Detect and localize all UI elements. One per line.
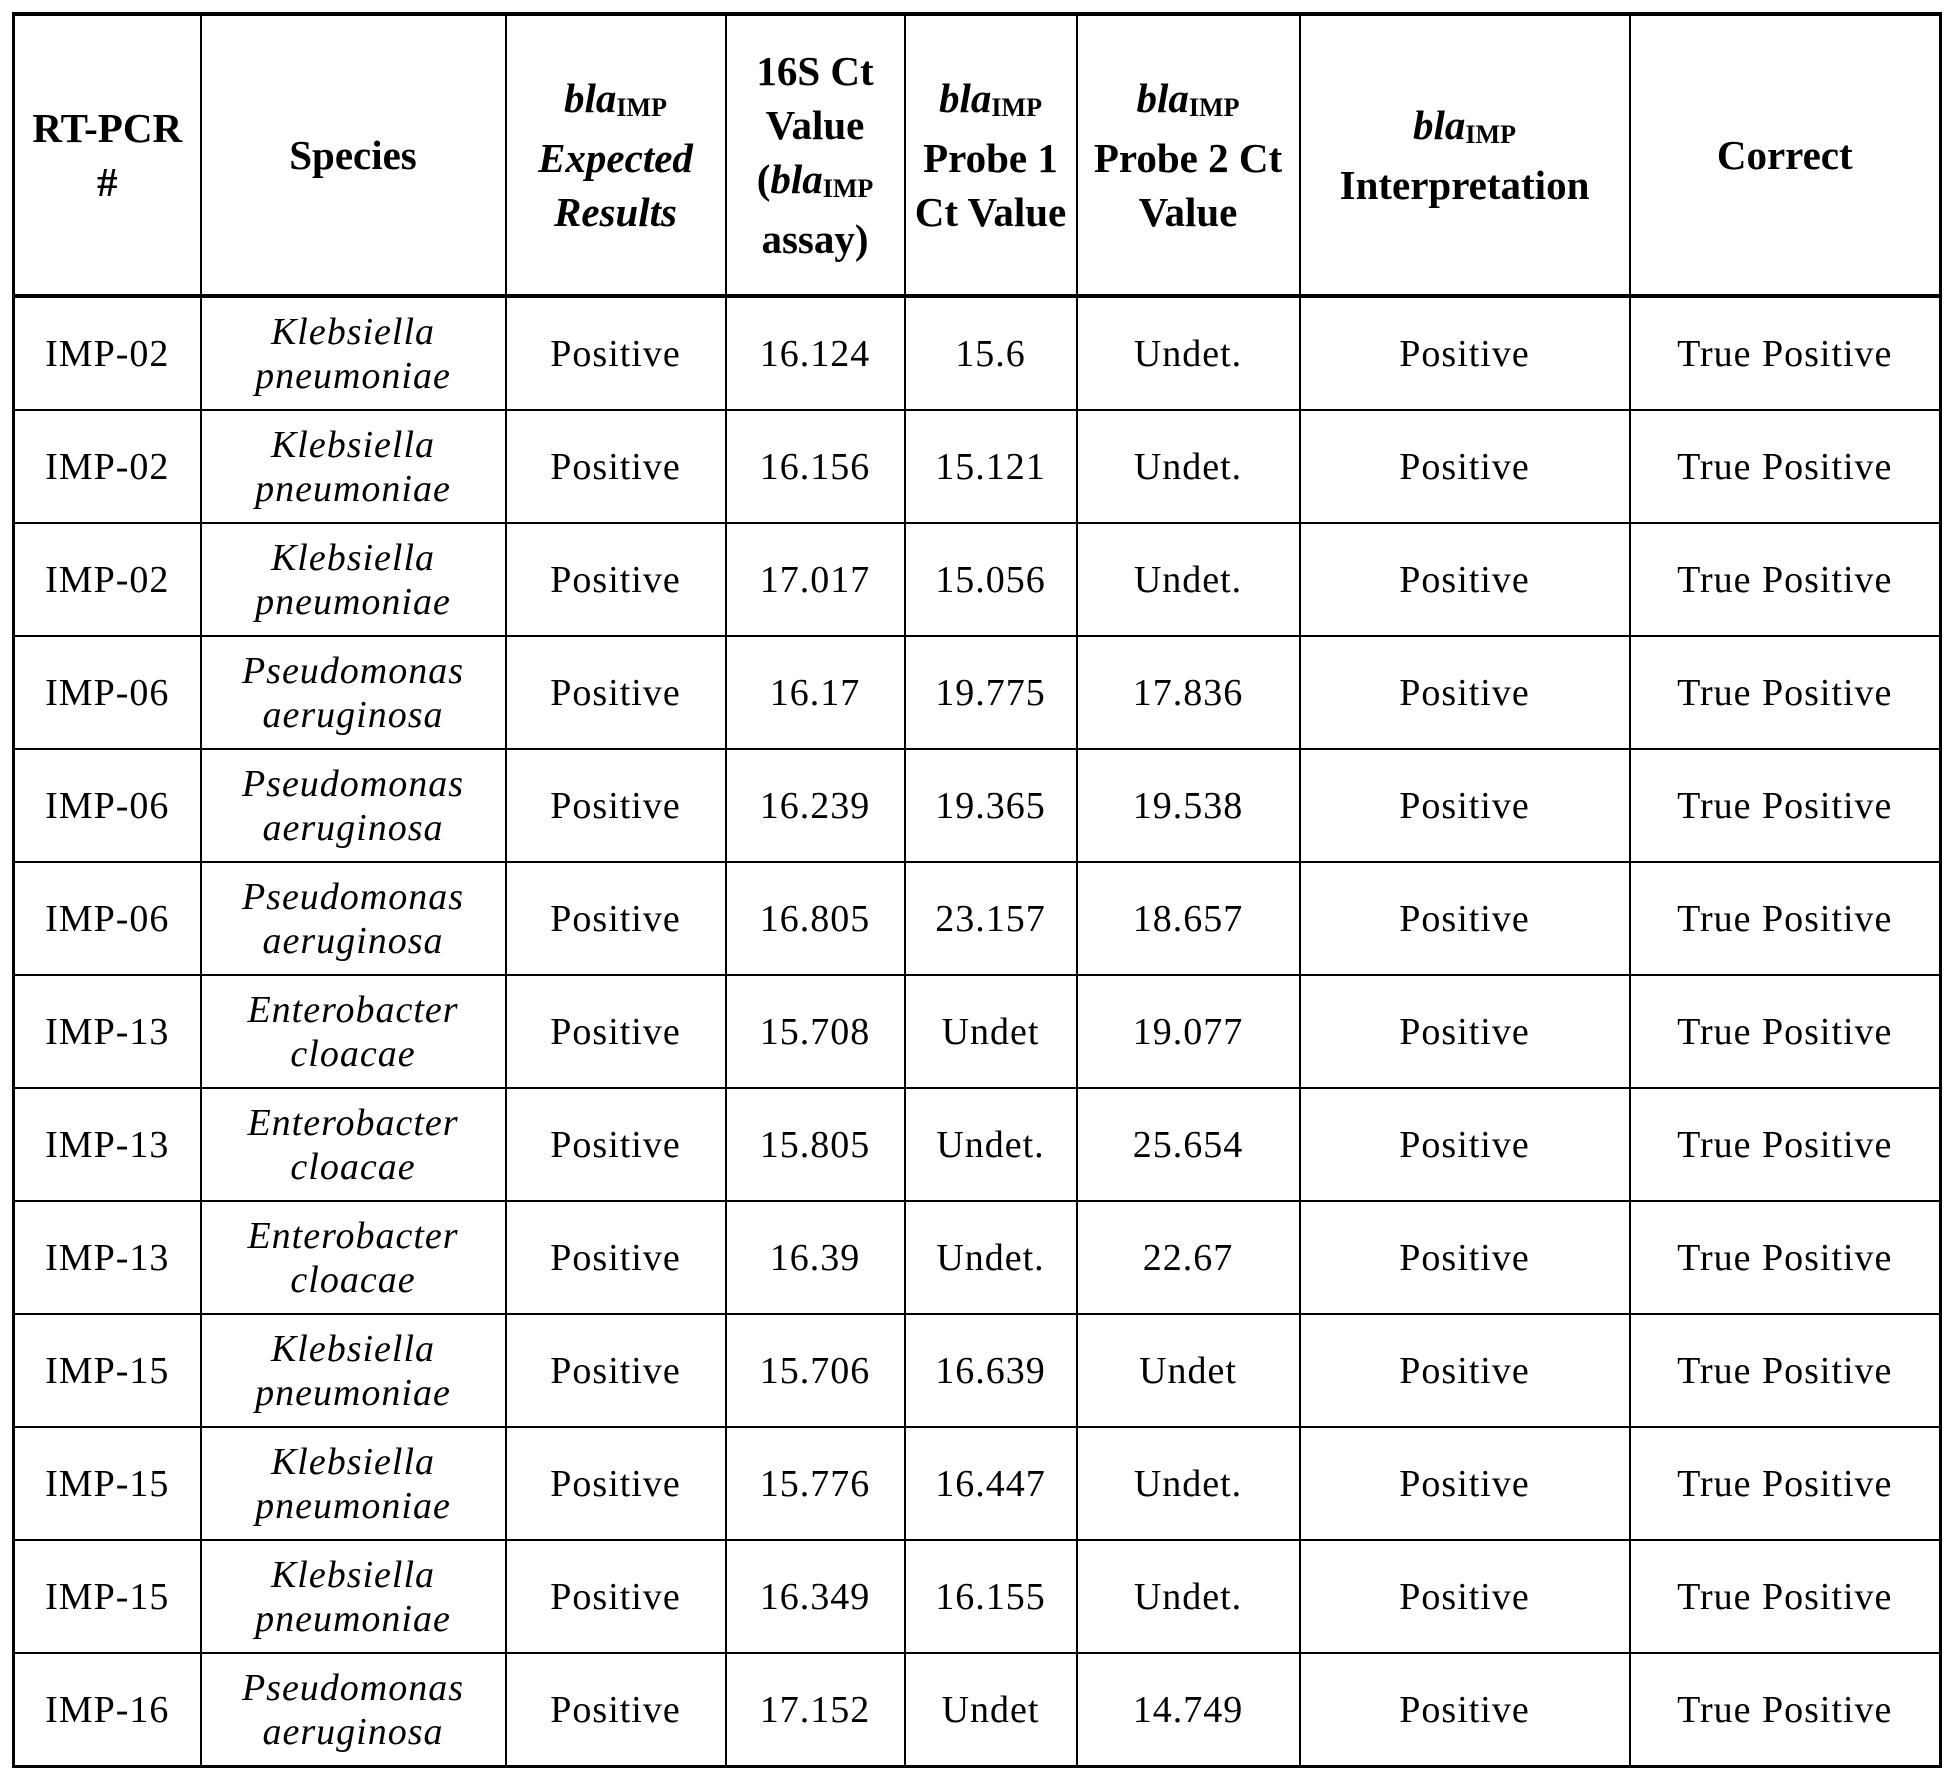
cell-species bbox=[201, 1427, 506, 1540]
table-row bbox=[14, 1540, 1941, 1653]
table-row bbox=[14, 1314, 1941, 1427]
cell-species bbox=[201, 975, 506, 1088]
cell-expected: Positive bbox=[506, 523, 726, 636]
cell-interpretation: Positive bbox=[1300, 523, 1630, 636]
header-expected-results: blaIMP Expected Results bbox=[506, 14, 726, 296]
cell-species bbox=[201, 636, 506, 749]
cell-correct: True Positive bbox=[1630, 636, 1941, 749]
cell-probe2-ct: Undet. bbox=[1077, 1427, 1300, 1540]
table-row bbox=[14, 1201, 1941, 1314]
cell-interpretation: Positive bbox=[1300, 862, 1630, 975]
header-16s-ct-value: 16S Ct Value (blaIMP assay) bbox=[726, 14, 905, 296]
species-epithet: aeruginosa bbox=[263, 694, 444, 736]
cell-expected: Positive bbox=[506, 1427, 726, 1540]
cell-rt-pcr: IMP-06 bbox=[14, 862, 201, 975]
cell-16s-ct: 17.152 bbox=[726, 1653, 905, 1767]
species-epithet: pneumoniae bbox=[255, 468, 451, 510]
cell-interpretation: Positive bbox=[1300, 1088, 1630, 1201]
table-row bbox=[14, 410, 1941, 523]
cell-16s-ct: 16.349 bbox=[726, 1540, 905, 1653]
cell-interpretation: Positive bbox=[1300, 296, 1630, 410]
cell-interpretation: Positive bbox=[1300, 1540, 1630, 1653]
genus: Klebsiella bbox=[271, 1554, 435, 1596]
cell-probe1-ct: 15.056 bbox=[905, 523, 1077, 636]
cell-expected: Positive bbox=[506, 1201, 726, 1314]
cell-probe2-ct: 25.654 bbox=[1077, 1088, 1300, 1201]
cell-probe2-ct: 22.67 bbox=[1077, 1201, 1300, 1314]
cell-probe1-ct: Undet. bbox=[905, 1201, 1077, 1314]
cell-probe1-ct: Undet bbox=[905, 975, 1077, 1088]
cell-interpretation: Positive bbox=[1300, 975, 1630, 1088]
genus: Enterobacter bbox=[247, 1215, 458, 1257]
cell-species bbox=[201, 523, 506, 636]
cell-expected: Positive bbox=[506, 636, 726, 749]
cell-rt-pcr: IMP-15 bbox=[14, 1540, 201, 1653]
genus: Pseudomonas bbox=[242, 876, 464, 918]
table-row bbox=[14, 523, 1941, 636]
cell-rt-pcr: IMP-13 bbox=[14, 975, 201, 1088]
cell-16s-ct: 16.239 bbox=[726, 749, 905, 862]
cell-rt-pcr: IMP-02 bbox=[14, 296, 201, 410]
cell-correct: True Positive bbox=[1630, 1314, 1941, 1427]
cell-16s-ct: 16.17 bbox=[726, 636, 905, 749]
genus: Klebsiella bbox=[271, 1328, 435, 1370]
cell-expected: Positive bbox=[506, 1653, 726, 1767]
species-epithet: cloacae bbox=[290, 1033, 415, 1075]
species-epithet: aeruginosa bbox=[263, 920, 444, 962]
cell-correct: True Positive bbox=[1630, 296, 1941, 410]
cell-correct: True Positive bbox=[1630, 523, 1941, 636]
cell-expected: Positive bbox=[506, 749, 726, 862]
cell-expected: Positive bbox=[506, 410, 726, 523]
cell-correct: True Positive bbox=[1630, 1201, 1941, 1314]
cell-correct: True Positive bbox=[1630, 1427, 1941, 1540]
cell-expected: Positive bbox=[506, 1540, 726, 1653]
cell-species bbox=[201, 749, 506, 862]
cell-probe1-ct: Undet. bbox=[905, 1088, 1077, 1201]
genus: Enterobacter bbox=[247, 1102, 458, 1144]
cell-16s-ct: 15.776 bbox=[726, 1427, 905, 1540]
header-probe1-ct-value: blaIMP Probe 1 Ct Value bbox=[905, 14, 1077, 296]
species-epithet: pneumoniae bbox=[255, 1372, 451, 1414]
cell-interpretation: Positive bbox=[1300, 410, 1630, 523]
cell-probe1-ct: 16.639 bbox=[905, 1314, 1077, 1427]
cell-interpretation: Positive bbox=[1300, 1314, 1630, 1427]
cell-species bbox=[201, 1088, 506, 1201]
cell-probe1-ct: 19.775 bbox=[905, 636, 1077, 749]
table-row bbox=[14, 975, 1941, 1088]
cell-probe1-ct: 19.365 bbox=[905, 749, 1077, 862]
cell-species bbox=[201, 1653, 506, 1767]
cell-rt-pcr: IMP-13 bbox=[14, 1201, 201, 1314]
header-rt-pcr: RT-PCR # bbox=[14, 14, 201, 296]
species-epithet: pneumoniae bbox=[255, 1485, 451, 1527]
cell-probe2-ct: Undet. bbox=[1077, 410, 1300, 523]
header-species: Species bbox=[201, 14, 506, 296]
cell-probe2-ct: Undet. bbox=[1077, 523, 1300, 636]
cell-16s-ct: 16.39 bbox=[726, 1201, 905, 1314]
cell-expected: Positive bbox=[506, 1314, 726, 1427]
table-row bbox=[14, 862, 1941, 975]
header-probe2-ct-value: blaIMP Probe 2 Ct Value bbox=[1077, 14, 1300, 296]
cell-interpretation: Positive bbox=[1300, 749, 1630, 862]
cell-rt-pcr: IMP-06 bbox=[14, 749, 201, 862]
cell-probe1-ct: 15.6 bbox=[905, 296, 1077, 410]
cell-16s-ct: 16.156 bbox=[726, 410, 905, 523]
cell-16s-ct: 16.124 bbox=[726, 296, 905, 410]
species-epithet: cloacae bbox=[290, 1146, 415, 1188]
genus: Klebsiella bbox=[271, 311, 435, 353]
table-row bbox=[14, 296, 1941, 410]
cell-probe2-ct: Undet. bbox=[1077, 1540, 1300, 1653]
table-row bbox=[14, 1427, 1941, 1540]
cell-probe1-ct: 23.157 bbox=[905, 862, 1077, 975]
species-epithet: pneumoniae bbox=[255, 581, 451, 623]
cell-16s-ct: 16.805 bbox=[726, 862, 905, 975]
cell-expected: Positive bbox=[506, 296, 726, 410]
cell-correct: True Positive bbox=[1630, 749, 1941, 862]
genus: Klebsiella bbox=[271, 1441, 435, 1483]
cell-rt-pcr: IMP-15 bbox=[14, 1427, 201, 1540]
cell-species bbox=[201, 1314, 506, 1427]
cell-16s-ct: 15.708 bbox=[726, 975, 905, 1088]
species-epithet: cloacae bbox=[290, 1259, 415, 1301]
cell-species bbox=[201, 296, 506, 410]
cell-correct: True Positive bbox=[1630, 1540, 1941, 1653]
results-table bbox=[12, 12, 1942, 1768]
table-row bbox=[14, 1653, 1941, 1767]
cell-expected: Positive bbox=[506, 975, 726, 1088]
genus: Pseudomonas bbox=[242, 650, 464, 692]
cell-probe2-ct: 18.657 bbox=[1077, 862, 1300, 975]
header-interpretation: blaIMP Interpretation bbox=[1300, 14, 1630, 296]
cell-interpretation: Positive bbox=[1300, 1201, 1630, 1314]
cell-probe2-ct: 19.538 bbox=[1077, 749, 1300, 862]
cell-interpretation: Positive bbox=[1300, 1427, 1630, 1540]
header-correct: Correct bbox=[1630, 14, 1941, 296]
cell-expected: Positive bbox=[506, 862, 726, 975]
header-row bbox=[14, 14, 1941, 296]
cell-probe2-ct: Undet bbox=[1077, 1314, 1300, 1427]
table-row bbox=[14, 1088, 1941, 1201]
cell-rt-pcr: IMP-16 bbox=[14, 1653, 201, 1767]
cell-correct: True Positive bbox=[1630, 410, 1941, 523]
cell-16s-ct: 15.805 bbox=[726, 1088, 905, 1201]
cell-16s-ct: 15.706 bbox=[726, 1314, 905, 1427]
cell-probe1-ct: Undet bbox=[905, 1653, 1077, 1767]
cell-probe1-ct: 16.447 bbox=[905, 1427, 1077, 1540]
genus: Enterobacter bbox=[247, 989, 458, 1031]
cell-probe1-ct: 16.155 bbox=[905, 1540, 1077, 1653]
cell-correct: True Positive bbox=[1630, 862, 1941, 975]
cell-rt-pcr: IMP-02 bbox=[14, 523, 201, 636]
cell-probe2-ct: 19.077 bbox=[1077, 975, 1300, 1088]
species-epithet: aeruginosa bbox=[263, 1711, 444, 1753]
cell-expected: Positive bbox=[506, 1088, 726, 1201]
cell-interpretation: Positive bbox=[1300, 636, 1630, 749]
cell-interpretation: Positive bbox=[1300, 1653, 1630, 1767]
cell-probe2-ct: 17.836 bbox=[1077, 636, 1300, 749]
cell-probe1-ct: 15.121 bbox=[905, 410, 1077, 523]
species-epithet: aeruginosa bbox=[263, 807, 444, 849]
species-epithet: pneumoniae bbox=[255, 355, 451, 397]
cell-correct: True Positive bbox=[1630, 1088, 1941, 1201]
species-epithet: pneumoniae bbox=[255, 1598, 451, 1640]
cell-probe2-ct: Undet. bbox=[1077, 296, 1300, 410]
cell-species bbox=[201, 410, 506, 523]
genus: Pseudomonas bbox=[242, 763, 464, 805]
table-row bbox=[14, 636, 1941, 749]
cell-species bbox=[201, 1201, 506, 1314]
genus: Pseudomonas bbox=[242, 1667, 464, 1709]
cell-correct: True Positive bbox=[1630, 975, 1941, 1088]
cell-correct: True Positive bbox=[1630, 1653, 1941, 1767]
table-row bbox=[14, 749, 1941, 862]
cell-rt-pcr: IMP-15 bbox=[14, 1314, 201, 1427]
cell-16s-ct: 17.017 bbox=[726, 523, 905, 636]
cell-rt-pcr: IMP-13 bbox=[14, 1088, 201, 1201]
cell-species bbox=[201, 1540, 506, 1653]
cell-rt-pcr: IMP-02 bbox=[14, 410, 201, 523]
cell-rt-pcr: IMP-06 bbox=[14, 636, 201, 749]
cell-probe2-ct: 14.749 bbox=[1077, 1653, 1300, 1767]
genus: Klebsiella bbox=[271, 537, 435, 579]
genus: Klebsiella bbox=[271, 424, 435, 466]
cell-species bbox=[201, 862, 506, 975]
